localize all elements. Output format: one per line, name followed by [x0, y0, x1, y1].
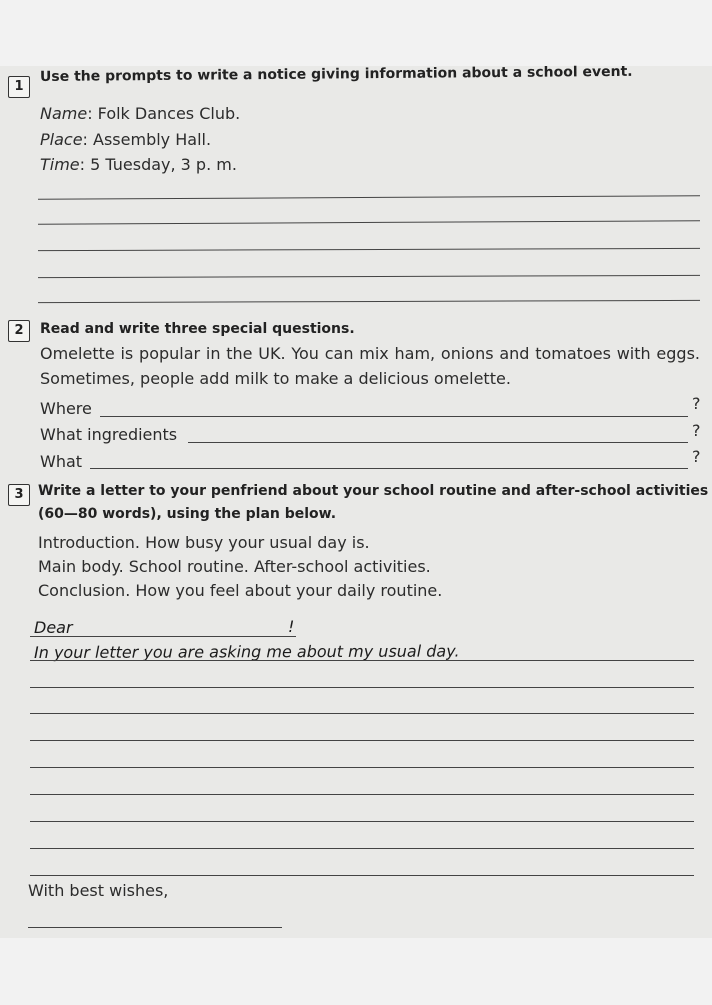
answer-line[interactable] [30, 767, 694, 768]
name-value: : Folk Dances Club. [87, 104, 241, 123]
answer-line[interactable] [30, 848, 694, 849]
task-1-name [40, 104, 240, 123]
answer-line[interactable] [30, 794, 694, 795]
question-what: What [40, 452, 83, 471]
answer-line[interactable] [30, 713, 694, 714]
question-mark: ? [692, 447, 701, 466]
answer-line[interactable] [30, 875, 694, 876]
time-value: : 5 Tuesday, 3 p. m. [79, 155, 237, 174]
answer-line[interactable] [90, 468, 688, 469]
answer-line[interactable] [30, 687, 694, 688]
task-3-number: 3 [8, 484, 30, 506]
answer-line[interactable] [100, 416, 688, 417]
place-value: : Assembly Hall. [82, 130, 212, 149]
task-1-time [40, 155, 237, 174]
question-where: Where [40, 399, 92, 418]
answer-line[interactable] [30, 660, 694, 661]
plan-conclusion: Conclusion. How you feel about your daily routine. [38, 581, 443, 600]
plan-introduction: Introduction. How busy your usual day is. [38, 533, 370, 552]
name-label: Name [40, 104, 88, 123]
time-label: Time [40, 155, 80, 174]
task-1-instruction: Use the prompts to write a notice giving information about a school event. [39, 63, 633, 85]
answer-line[interactable] [30, 821, 694, 822]
task-2-text: Omelette is popular in the UK. You can mix ham, onions and tomatoes with eggs. Sometimes, people add milk to make a delicious omelette. [40, 344, 700, 388]
task-3-instruction-line1: Write a letter to your penfriend about your school routine and after-school activities [38, 483, 709, 499]
task-2-number: 2 [8, 320, 30, 342]
greeting-exclamation: ! [288, 617, 295, 636]
signature-line[interactable] [28, 927, 282, 928]
question-what-ingredients: What ingredients [40, 425, 178, 444]
question-mark: ? [692, 394, 701, 413]
task-1-place [40, 130, 211, 149]
question-mark: ? [692, 421, 701, 440]
answer-line[interactable] [30, 740, 694, 741]
task-3-instruction-line2: (60—80 words), using the plan below. [38, 506, 337, 522]
answer-line[interactable] [188, 442, 688, 443]
letter-closing: With best wishes, [28, 881, 169, 900]
letter-handwritten-first-line: In your letter you are asking me about my usual day. [33, 641, 460, 662]
task-2-instruction: Read and write three special questions. [40, 321, 355, 337]
greeting-line[interactable] [30, 636, 296, 637]
letter-dear: Dear [34, 618, 73, 637]
plan-main-body: Main body. School routine. After-school activities. [38, 557, 431, 576]
place-label: Place [40, 130, 83, 149]
task-1-number: 1 [8, 76, 30, 98]
